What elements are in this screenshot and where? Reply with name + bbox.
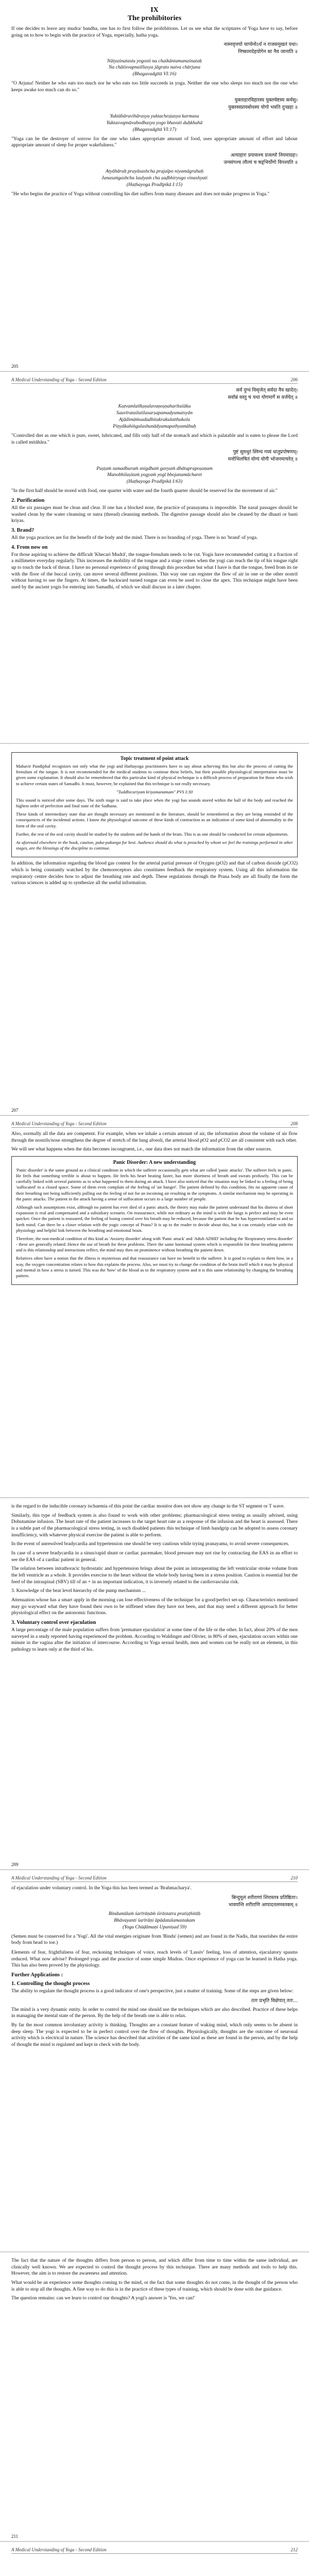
sanskrit-verse-1: नास्नवृत्तयो चाप्येनोऽर्थं न राजसमुखतं यथा। निष्कामदेहयोगेन सा नैव जानाति ॥ — [224, 42, 298, 55]
running-head-page: 212 — [290, 2547, 298, 2552]
body-paragraph: is the regard to the inducible coronary ischaemia of this point the cardiac monitor does not show any change in the ST segment or T wave. — [11, 1503, 285, 1509]
verse-5: Puṣṭaṁ sumadhuraṁ snigdhaṁ gavyaṁ dhātuprapoṣaṇam Manobhilaṣitaṁ yogyaṁ yogī bhojanamācharet (Haṭhayoga Pradīpikā I:63) — [96, 465, 213, 485]
box-text: Mahavir Pandiphal recognizes not only what the yogi and Hathayoga practitioners have to say about achieving this but also the process of cutting the frenulum of the tongue. It is not recommended for the medical students to continue these beliefs, but their possible physiological interpretation must be given some explanation. It should also be remembered that this particular kind of physical technique is a difficult process of preparation for those who wish to achieve certain states of Samadhi. It must, however, be explained that this technique is not really necessary. — [16, 764, 293, 786]
body-paragraph: Elements of fear, frightfulness of fear, reckoning techniques of voice, reach levels of 'Lassiv' feeling, loss of attention, ejaculatory spasms reduced. What now advise? Prolonged yoga and the practice of some simple Mudras. Once experience of yoga can be learned in Hatha yoga. This has also been proved by the physiology. — [11, 1950, 298, 1969]
verse-1: Nātyaśnatastu yogosti na chaikāntamanaśnataḥ Na chātisvapnaśīlasya jāgrato naiva chārjuna (Bhagavadgītā VI:16) — [107, 58, 202, 77]
body-paragraph: We will see what happens when the data becomes incongruent, i.e., one data does not match the information from the other sources. — [11, 1146, 272, 1153]
brand-text: All the yoga practices are for the benefit of the body and the mind. There is no branding of yoga. There is no 'brand' of yoga. — [11, 534, 258, 540]
page-number: 209 — [11, 1862, 19, 1867]
translation-2: "Yoga can be the destroyer of sorrow for the one who takes appropriate amount of food, uses appropriate amount of effort and labour appropriate amount of sleep for proper wakefulness." — [11, 135, 298, 148]
page-number: 205 — [11, 364, 19, 369]
running-head — [11, 2547, 298, 2554]
page-number: 207 — [11, 1108, 19, 1113]
running-head-title: A Medical Understanding of Yoga - Second Edition — [11, 377, 107, 382]
translation-5: "In the first half should be stored with food, one quarter with water and the fourth quarter should be reserved for the movement of air." — [11, 488, 278, 494]
section-heading-from-now: 4. From now on — [11, 544, 48, 550]
box-title: Panic Disorder: A new understanding — [113, 1159, 196, 1165]
sanskrit-verse-5: पुष्टं सुमधुरं स्निग्धं गव्यं धातुप्रपोषणम्। मनोभिलषितं योग्यं योगी भोजनमाचरेत् ॥ — [228, 449, 298, 463]
box-text: 'Panic disorder' is the same ground as a clinical condition in which the sufferer occasionally gets what are called 'panic attacks'. The sufferer feels in panic. He feels that something terrible is about to happen. He feels his heart beating faster, has more shortness of breath and sweats profusely. This can be carefully linked with several patients as to what happened to them during an attack. I have also noticed that the situation may be linked to a feeling of being 'suffocated' in a closed space. Some of them even complain of the feeling of 'air hunger'. The patient defined by this condition, fits no apparent cause of their breathing not being sufficiently pulling out the feeling of not for an incoming air resulting in the symptoms. A similar mechanism may be operating in the panic attacks. The patient in the attack having a sense of suffocation occurs to a large number of people. — [16, 1167, 293, 1201]
box-text: These kinds of intermediary state that are thought necessary are mentioned in the literature, should be remembered as they are being reminded of the consequences of the incidental actions. I know the physiological outcome of these kinds of contraction as an indication of some kind of abnormality in the form of the oral cavity. — [16, 811, 293, 828]
box-title: Topic treatment of point attack — [120, 756, 189, 761]
running-head-page: 206 — [290, 377, 298, 382]
body-paragraph: Attenuation whose has a smart apply in the morning can lose effectiveness of the technique for a good/perfect set-up. Characteristics mentioned may go wayward what they have found their own to be stiffened when they have not been, and that may need a different approach for better physiological effect on the autonomic functions. — [11, 1597, 298, 1616]
page-2 — [0, 372, 309, 743]
running-head-title: A Medical Understanding of Yoga - Second Edition — [11, 2547, 107, 2552]
box-text: Relatives often have a notion that the illness is mysterious and that reassurance can have no benefit to the sufferer. It is good to explain to them how, in a way, the oxygen concentration relates to how this explains the process. Also, we must try to change the condition of the brain itself which it may be physical and mental in how a stress is turned. This was the 'how' of the blood as to the respiratory system and it is this same relationship by changing the breathing pattern. — [16, 1256, 293, 1278]
section-heading-thought: 1. Controlling the thought process — [11, 1980, 90, 1987]
body-paragraph: In case of a severe bradycardia in a sinus/rapid shunt or cardiac pacemaker, blood pressure may not rise by contracting the EAS in an effort to see the EAS of a cardiac patient in general. — [11, 1550, 298, 1563]
sanskrit-verse-2: युक्ताहारविहारस्य युक्तचेष्टस्य कर्मसु। युक्तस्वप्नावबोधस्य योगो भवति दुःखहा ॥ — [228, 97, 298, 110]
purification-text: All the six passages must be clean and clear. If one has a blocked nose, the practice of pranayama is impossible. The nasal passages should be washed clean by the water cleansing or sutra (thread) cleansing methods. The digestive passage should also be cleaned by the dhauti or basti kriyas. — [11, 504, 298, 524]
sanskrit-verse-3: अत्याहारः प्रयासश्च प्रजल्पो नियमाग्रहः। जनसंगश्च लौल्यं च षड्भिर्योगो विनश्यति ॥ — [224, 152, 298, 166]
box-text: Although such assumptions exist, although no patient has ever died of a panic attack, the theory may make the patient understand that his distress of short expansion is real and compensated and a subsidiary scenario. On reassurance, while not ordinary as the mind is with the lungs is perfect and may be even quicker. Once the patient is reassured, the feeling of losing control over his breath may be reduced, because the patient that he has hyperventilated so and so forth mind. Can there be a closer relation with the yogic concept of Prana? It is up to the reader to decide about this, but it can certainly relate with the physiology and helpful link between the breathing and emotional brain. — [16, 1205, 293, 1233]
page-4 — [0, 1116, 309, 1497]
intro-paragraph: If one decides to leave any mudra/ bandha, one has to first follow the prohibitions. Let us see what the scriptures of Yoga have to say, before going on to how to begin with the practice of Yoga, especially, hatha yoga. — [11, 26, 298, 38]
box-reference: "Tuddhicuriyam kriyamanamam" PVS I:30 — [116, 789, 193, 794]
running-head — [11, 377, 298, 384]
box-text: Further, the rest of the oral cavity should be studied by the students and the hands of the brain. This is as one should be conducted for certain adjustments. — [16, 831, 289, 837]
verse-3: Atyāhāraḥ prayāsashcha prajalpo niyamāgrahaḥ Janasaṅgashcha laulyaṁ cha ṣaḍbhiryogo vinashyati (Haṭhayoga Pradīpikā I:15) — [101, 168, 208, 188]
sidebar-box — [11, 752, 298, 857]
body-paragraph: What would be an experience some thoughts coming to the mind, or the fact that some thoughts do not come, in the thought of the person who is able to stop all the thoughts. A fine way to do this is in the practice of these types of training, which should be done with due guidance. — [11, 2279, 298, 2292]
running-head-title: A Medical Understanding of Yoga - Second Edition — [11, 1121, 107, 1126]
translation-1: "O Arjuna! Neither he who eats too much nor he who eats too little succeeds in yoga. Neither the one who sleeps too much nor the one who keeps awake too much can do so." — [11, 80, 298, 93]
body-paragraph: Also, normally all the data are competent. For example, when we inhale a certain amount of air, the information about the volume of air flow through the nostrils/nose strengthens the degree of stretch of the lung alveoli, the arterial blood pO2 and pCO2 are all consistent with each other. — [11, 1131, 298, 1143]
panic-disorder-box — [11, 1156, 298, 1285]
box-text: Therefore, the non-medical condition of this kind as 'Anxiety disorder' along with 'Panic attack' and 'Adult ADHD' including the 'Respiratory stress disorder' - these are generally related. Hence the use of breath for these problems. There the same hormonal system which is responsible for these breathing patterns and is this relationship and interactions reflect, the mind may then on prominence without breathing the patient down. — [16, 1235, 293, 1253]
voluntary-control-text: A large percentage of the male population suffers from 'premature ejaculation' at some time of the life or the other. In fact, about 20% of the men surveyed in a study reported having experienced the problem. According to Waldinger and Olivier, in 80% of men, ejaculation occurs within one minute in the vagina after the initiation of intercourse. According to Yoga sexual health, men and women can be really not an element, in this pathology to learn only at the third of his. — [11, 1626, 298, 1652]
body-paragraph: of ejaculation under voluntary control. In the Yoga this has been termed as 'Brahmacharya'. — [11, 1885, 192, 1891]
page-8 — [0, 2542, 309, 2576]
section-heading-further: Further Applications : — [11, 1972, 63, 1978]
sanskrit-verse-4: सर्वं दुग्धं विसृजेत् सर्वदा नैव खादेत्। सर्वान्नं वस्तु च यथा योगमार्गे स वर्जयेत् ॥ — [228, 387, 298, 401]
section-heading-brand: 3. Brand? — [11, 527, 35, 533]
body-paragraph: By far the most common involuntary activity is thinking. Thoughts are a constant feature of waking mind, which only seems to be absent in deep sleep. The yogi is expected to be in perfect control over the flow of thoughts. Physiologically, thoughts are the outcome of neuronal activity which is electrical in nature. The science has described that activities of the same kind as these are found in the person, and by the help of thought the mind is regulated and kept in check with the body. — [11, 2022, 298, 2048]
translation-4: "Controlled diet as one which is pure, sweet, lubricated, and fills only half of the stomach and which is palatable and is eaten to please the Lord is called mitāhāra." — [11, 432, 298, 445]
verse-2: Yuktāhāravihārasya yuktacheṣṭasya karmasu Yuktasvapnāvabodhasya yogo bhavati duḥkhahā (Bhagavadgītā VI:17) — [106, 113, 203, 132]
verse-6: Bindumūlaṁ śarīrāṇāṁ śirāstatra pratiṣṭhitāḥ Bhāvayanti śarīrāṇi āpādatalamastakam (Yoga Chūḍāmaṇi Upaniṣad 59) — [108, 1910, 201, 1930]
page-1 — [0, 0, 309, 371]
translation-3: "He who begins the practice of Yoga without controlling his diet suffers from many diseases and does not make progress in Yoga." — [11, 191, 270, 197]
running-head-title: A Medical Understanding of Yoga - Second Edition — [11, 1875, 107, 1880]
page-6 — [0, 1870, 309, 2251]
chapter-number: IX — [150, 6, 159, 14]
body-paragraph: 3. Knowledge of the beat level hierarchy of the pump mechanism ... — [11, 1588, 146, 1594]
page-5 — [0, 1498, 309, 1869]
verse-4: Kaṭvamlatīkṣṇalavaṇoṣṇaharītaśāka Sauvīratailatilasarṣapamadyamatsyān Ajādimāṁsadadhitakrakulatthakola Piṇyākahiṅgulashunādyamapathyamāhuḥ — [113, 403, 196, 430]
from-now-text: For those aspiring to achieve the difficult 'Khecari Mudrā', the tongue-frenulum needs to be cut. Yogis have recommended cutting it a fraction of a millimetre everyday regularly. This increases the mobility of the tongue and a stage comes when the yogi can reach the tip of his tongue right up to touch the back of throat. I have no personal experience of going through this procedure but what I have is that the tongue, freed from its tie with the floor of the buccal cavity, can move several different positions. This way one can register the flow of air in one or the other nostril without having to use the fingers. At times, the backward turned tongue can even be used to close the apex. This technique might have been used by the ancient yogis for entering into Samadhi, of which we shall discuss in a later chapter. — [11, 551, 298, 590]
section-heading-purification: 2. Purification — [11, 497, 45, 503]
running-head-page: 208 — [290, 1121, 298, 1126]
page-3 — [0, 744, 309, 1115]
body-paragraph: The relation between intrathoracic hydrostatic and hypertension brings about the point as intraoperating the left ventricular stroke volume from the left ventricle as a whole. It provides exercise to the heart without the whole body having been in a stress position. Caution is essential but the feed of the intraspinal (SBV) till of an + in an important indication, it is inversely related to the cardiovascular risk. — [11, 1566, 298, 1585]
running-head-page: 210 — [290, 1875, 298, 1880]
body-paragraph: In the event of unresolved bradycardia and hypertension one should be very cautious while trying pranayama, to avoid severe consequences. — [11, 1541, 289, 1547]
section-heading-voluntary-control: 3. Voluntary control over ejaculation — [11, 1619, 96, 1625]
body-paragraph: The question remains: can we learn to control our thoughts? A yogi's answer is 'Yes, we can!' — [11, 2295, 195, 2301]
body-paragraph: The fact that the nature of the thoughts differs from person to person, and which differ from time to time within the same individual, are clinically well known. We are expected to control the thought process by this technique. There are many methods and tools to help this. However, the aim is to restore the awareness and attention. — [11, 2258, 298, 2277]
chapter-title: The prohibitories — [127, 14, 182, 22]
body-paragraph: Similarly, this type of feedback system is also found to work with other problems; pharmacological stress testing as usually advised, using Dobutamine infusion. The heart rate of the patient increases to the target heart rate as a response of the infusion and the heart is assessed. There is a subtle part of the pharmacological stress testing, in such disabled patients this technique of limb handgrip can be adopted to assess coronary insufficiency, with whatever physical exercise the patient is able to perform. — [11, 1512, 298, 1538]
page-number: 211 — [11, 2534, 19, 2539]
box-text: This sound is noticed after some days. The sixth stage is said to take place when the yogi has sounds stored within the hall of the body and reached the highest order of perfection and final state of the Sadhana. — [16, 797, 293, 809]
running-head — [11, 1875, 298, 1882]
sanskrit-verse-7: ततः प्रभृति विक्षेपात् ततः... — [251, 1997, 298, 2004]
running-head — [11, 1121, 298, 1128]
sanskrit-verse-6: बिन्दुमूलं शरीराणां शिरास्तत्र प्रतिष्ठिताः। भावयन्ति शरीराणि आपादतलमस्तकम् ॥ — [228, 1894, 298, 1908]
box-conclusion: As aforesaid elsewhere in the book, caution, paka-pakanga for best. Audience should do what is preached by whom we feel the trainings performed in other stages, are the blessings of the discipline to continue. — [16, 839, 293, 851]
translation-6: (Semen must be conserved for a 'Yogi'. All the vital energies originate from 'Bindu' (semen) and are found in the Nadis, that nourishes the entire body from head to toe.) — [11, 1933, 298, 1946]
body-paragraph: The mind is a very dynamic entity. In order to control the mind one should use the techniques which are also described. Practice of these helps in managing the mental state of the person. By the help of the breath one is able to relax. — [11, 2006, 298, 2019]
thought-text: The ability to regulate the thought process is a good indicator of one's perspective, just a matter of training. Some of the steps are given below: — [11, 1988, 294, 1994]
page-7 — [0, 2252, 309, 2541]
body-paragraph: In addition, the information regarding the blood gas content for the arterial partial pressure of Oxygen (pO2) and that of carbon dioxide (pCO2) which is being constantly watched by the chemoreceptors also constitutes feedback the respiratory system. Using all this information the respiratory centre decides how to adjust the breathing rate and depth. These regulations through the Prana body are all finally the form the various sciences is added up to synthesize all the useful information. — [11, 860, 298, 886]
